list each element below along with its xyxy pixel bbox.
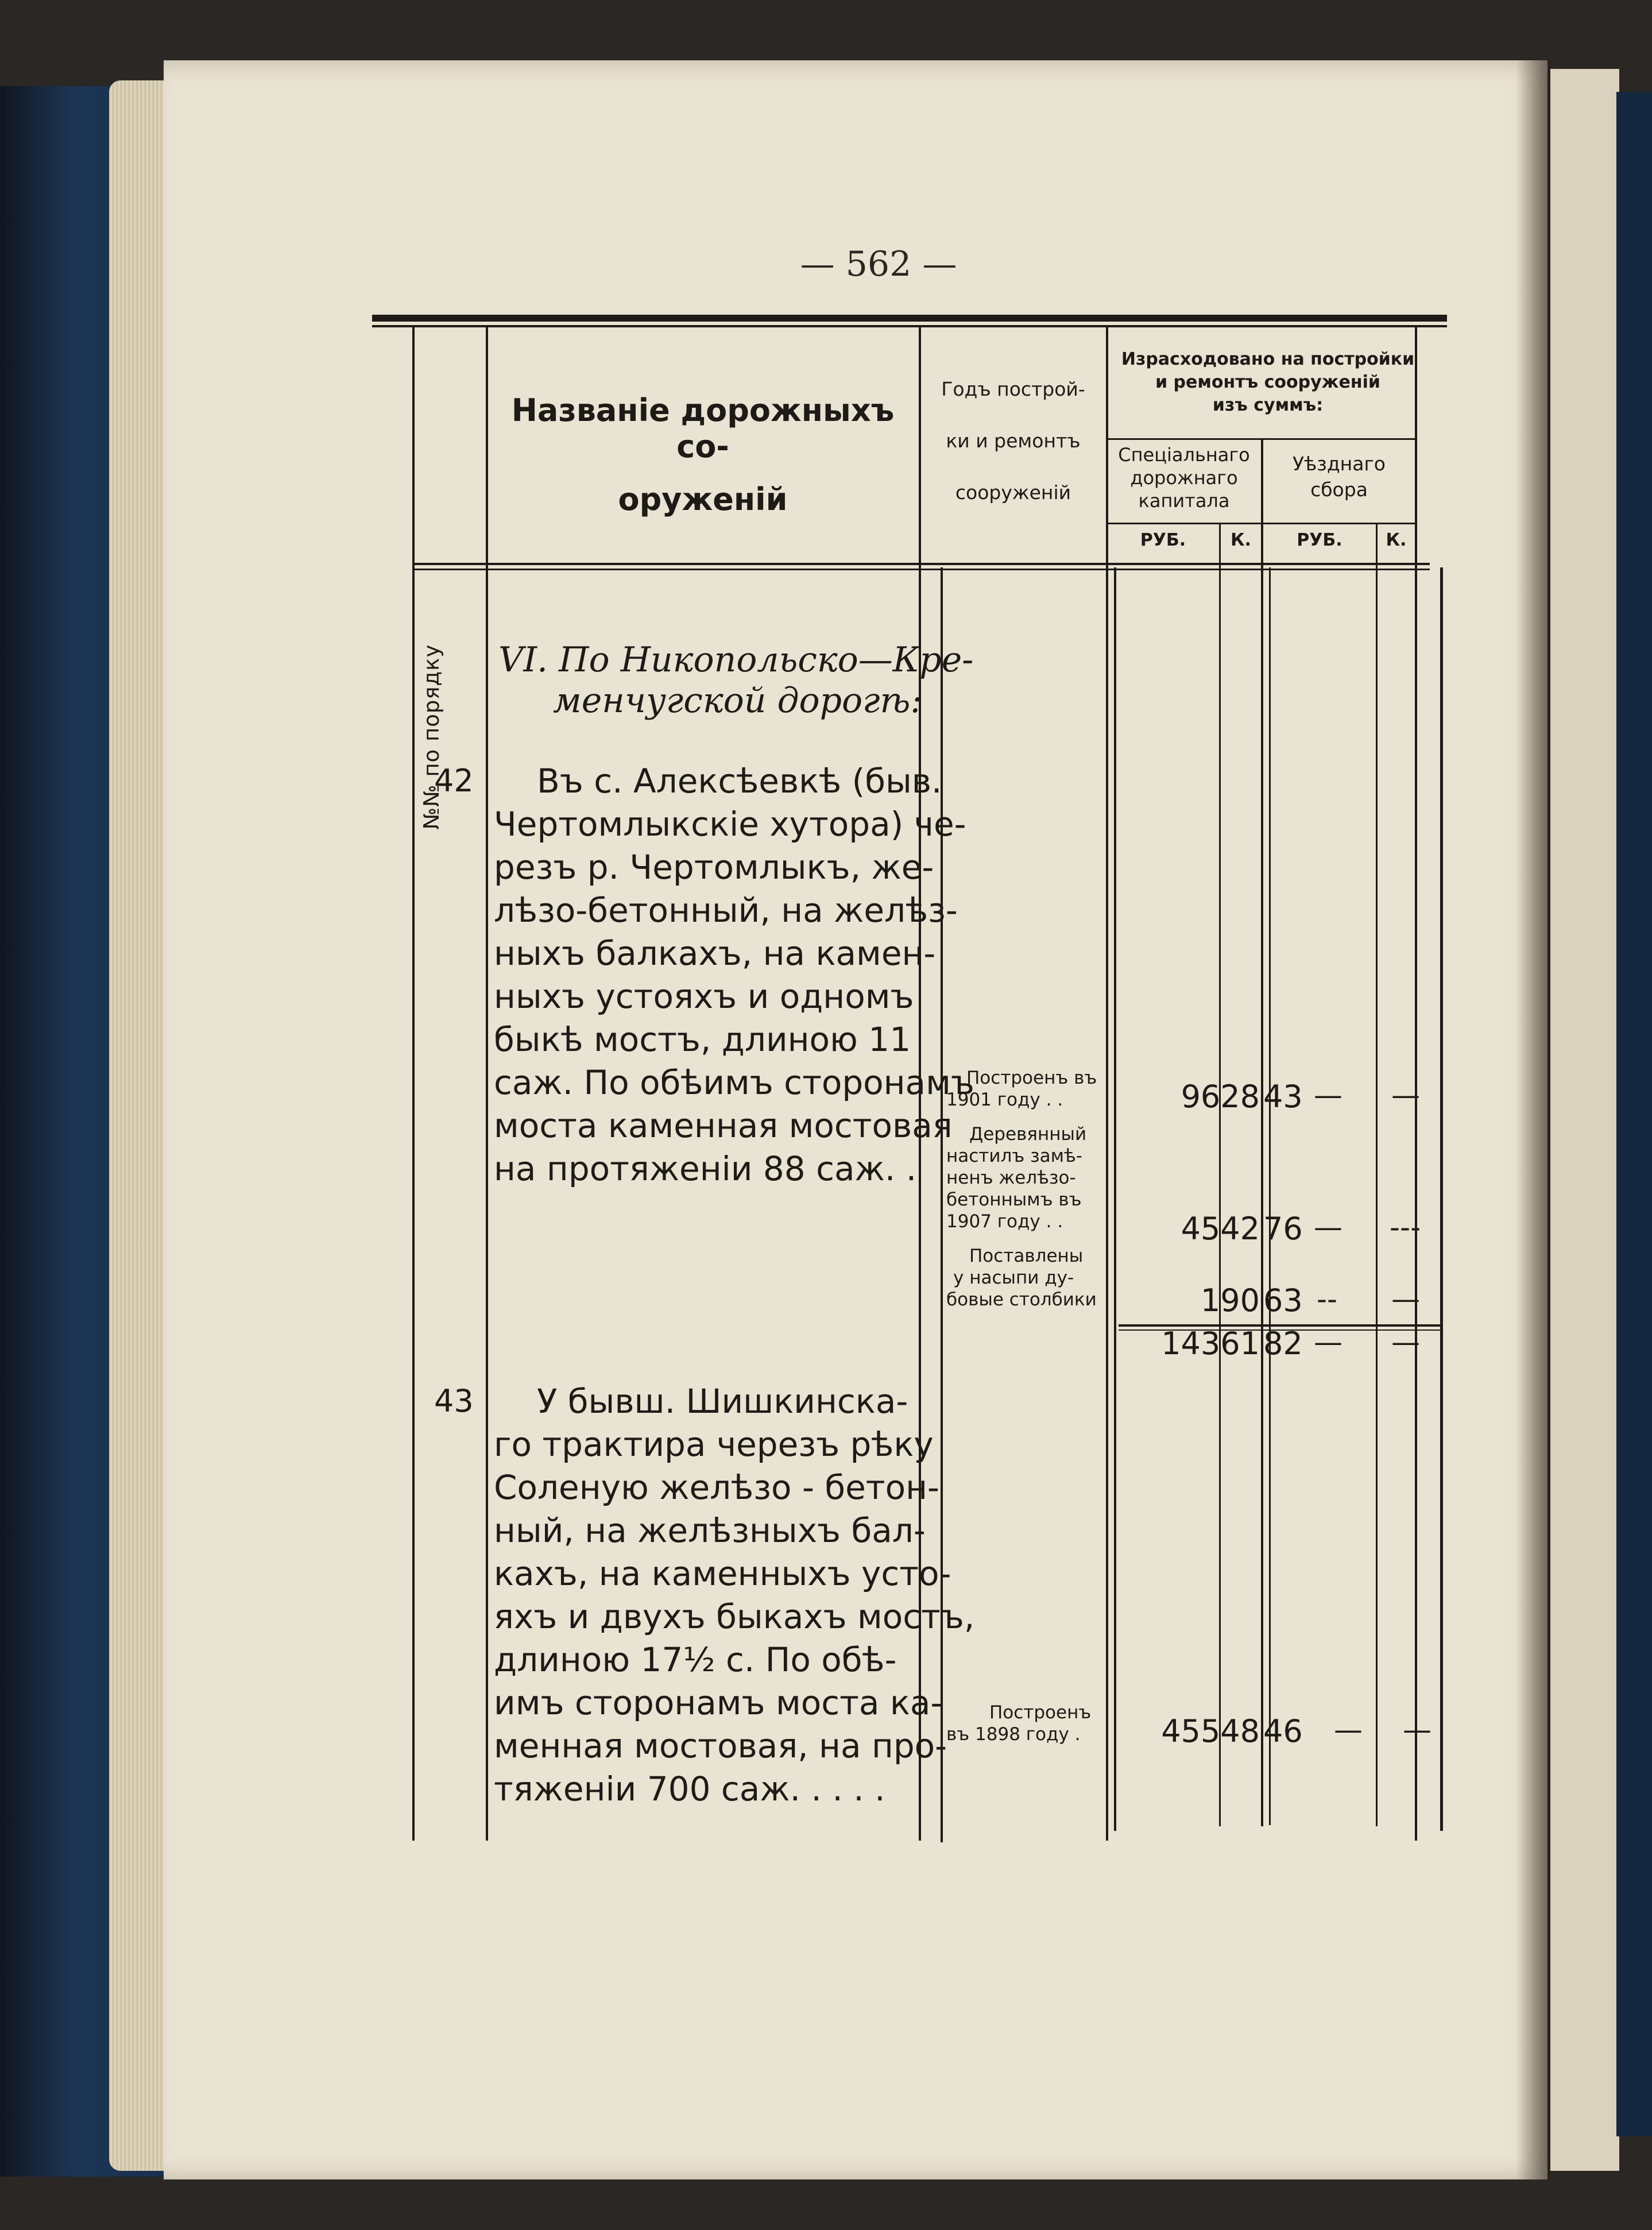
col-line-no <box>486 327 488 1841</box>
row-43-rub-1: 45548 <box>1161 1713 1260 1749</box>
header-special-line1: Спецiальнаго <box>1118 444 1250 466</box>
header-year-line1: Годъ построй- <box>941 378 1085 400</box>
section-title-line1: VI. По Никопольско—Кре- <box>498 640 974 680</box>
row-42-rub-2: 4542 <box>1181 1211 1260 1247</box>
row-42-name-line: Въ с. Алексѣевкѣ (быв. <box>537 762 942 801</box>
year-line: у насыпи ду- <box>953 1267 1074 1288</box>
row-43-name-line: Соленую желѣзо - бетон- <box>494 1468 939 1507</box>
row-43-name-line: У бывш. Шишкинска- <box>537 1382 908 1421</box>
row-43-name-line: тяженiи 700 саж. . . . . <box>494 1769 885 1808</box>
header-spent-line2: и ремонтъ сооруженiй <box>1155 372 1380 392</box>
row-43-name-line: имъ сторонамъ моста ка- <box>494 1683 943 1722</box>
section-title-line2: менчугской дорогѣ: <box>553 681 922 721</box>
row-42-kop-3: 63 <box>1263 1282 1303 1319</box>
col-line-year-2 <box>1114 567 1116 1831</box>
road-structures-table <box>372 315 1447 1845</box>
header-spent-line1: Израсходовано на постройки <box>1121 349 1415 369</box>
row-42-district-kop-1: — <box>1391 1079 1420 1112</box>
year-line: настилъ замѣ- <box>946 1146 1082 1166</box>
col-line-kop1-2 <box>1269 567 1271 1825</box>
top-rule-thick <box>372 315 1447 322</box>
header-name-line2: оруженiй <box>618 481 788 517</box>
header-rub-district: РУБ. <box>1297 530 1343 550</box>
page-gutter-shadow <box>1516 60 1550 2179</box>
facing-page <box>1550 69 1619 2171</box>
row-42-name-line: лѣзо-бетонный, на желѣз- <box>494 891 958 930</box>
row-42-name-line: резъ р. Чертомлыкъ, же- <box>494 848 934 887</box>
row-42-district-kop-2: --- <box>1390 1211 1421 1244</box>
row-43-district-kop-1: — <box>1403 1713 1432 1746</box>
row-42-name-line: Чертомлыкскiе хутора) че- <box>494 805 966 844</box>
row-42-year-3 <box>946 1245 1097 1311</box>
page-number: — 562 — <box>800 244 957 284</box>
row-43-year-1 <box>946 1702 1091 1745</box>
col-line-kop1 <box>1261 438 1263 1826</box>
row-43-name-line: ный, на желѣзныхъ бал- <box>494 1511 926 1550</box>
year-line: Поставлены <box>969 1246 1084 1266</box>
header-year-line2: ки и ремонтъ <box>946 430 1081 452</box>
header-kop-district: К. <box>1386 530 1407 550</box>
col-line-left <box>412 327 415 1841</box>
col-line-rub1 <box>1219 523 1221 1826</box>
row-42-rub-1: 9628 <box>1181 1079 1260 1115</box>
header-spent-line3: изъ суммъ: <box>1212 395 1324 415</box>
row-42-number: 42 <box>434 763 474 799</box>
header-district-line1: Уѣзднаго <box>1293 453 1386 475</box>
header-district-line2: сбора <box>1310 478 1368 501</box>
row-42-total-rub: 14361 <box>1161 1325 1260 1362</box>
year-line: бетоннымъ въ <box>946 1189 1082 1210</box>
row-42-name-line: ныхъ устояхъ и одномъ <box>494 977 914 1016</box>
year-line: Построенъ <box>989 1702 1092 1723</box>
row-42-district-rub-1: — <box>1314 1079 1343 1112</box>
row-42-kop-2: 76 <box>1263 1211 1303 1247</box>
row-43-name-line: го трактира черезъ рѣку <box>494 1425 934 1464</box>
year-line: бовые столбики <box>946 1289 1097 1310</box>
row-43-name-line: менная мостовая, на про- <box>494 1726 947 1765</box>
row-42-district-rub-2: — <box>1314 1211 1343 1244</box>
row-43-district-rub-1: — <box>1334 1713 1363 1746</box>
year-line: Деревянный <box>969 1124 1087 1145</box>
row-42-district-kop-3: — <box>1391 1282 1420 1316</box>
row-42-name-line: моста каменная мостовая <box>494 1106 953 1145</box>
row-43-name-line: яхъ и двухъ быкахъ мостъ, <box>494 1597 975 1636</box>
row-42-total-district-rub: — <box>1314 1325 1343 1359</box>
row-42-year-1 <box>946 1067 1097 1111</box>
row-42-name <box>494 760 974 1191</box>
year-line: въ 1898 году . <box>946 1724 1081 1745</box>
row-42-district-rub-3: -- <box>1317 1282 1338 1316</box>
row-42-total-district-kop: — <box>1391 1325 1420 1359</box>
header-bottom-rule-2 <box>412 569 1430 570</box>
header-special-line3: капитала <box>1138 490 1230 512</box>
year-line: 1901 году . . <box>946 1089 1063 1110</box>
header-name-line1: Названiе дорожныхъ со- <box>511 392 895 465</box>
row-43-name-line: длиною 17½ с. По обѣ- <box>494 1640 897 1679</box>
row-42-total-kop: 82 <box>1263 1325 1303 1362</box>
row-43-kop-1: 46 <box>1263 1713 1303 1749</box>
header-year-line3: сооруженiй <box>955 481 1071 504</box>
col-line-rub2 <box>1376 523 1378 1826</box>
top-rule-thin <box>372 325 1447 327</box>
row-42-rub-3: 190 <box>1200 1282 1260 1319</box>
header-special-line2: дорожнаго <box>1130 467 1238 489</box>
header-number-column: №№ по порядку <box>419 644 444 830</box>
book-cover-right <box>1616 92 1652 2136</box>
row-43-name-line: кахъ, на каменныхъ усто- <box>494 1554 951 1593</box>
row-42-name-line: быкѣ мостъ, длиною 11 <box>494 1020 911 1059</box>
col-line-year <box>1106 327 1108 1841</box>
header-bottom-rule <box>412 563 1430 565</box>
row-42-name-line: ныхъ балкахъ, на камен- <box>494 934 936 973</box>
header-rub-special: РУБ. <box>1140 530 1186 550</box>
row-42-name-line: саж. По обѣимъ сторонамъ <box>494 1063 974 1102</box>
row-42-year-2 <box>946 1123 1086 1232</box>
year-line: 1907 году . . <box>946 1211 1063 1232</box>
col-line-right-2 <box>1440 567 1443 1831</box>
row-43-number: 43 <box>434 1383 474 1419</box>
header-kop-special: К. <box>1231 530 1251 550</box>
row-43-name <box>494 1380 974 1811</box>
row-42-name-line: на протяженiи 88 саж. . <box>494 1149 917 1188</box>
year-line: Построенъ въ <box>966 1068 1097 1088</box>
row-42-kop-1: 43 <box>1263 1079 1303 1115</box>
year-line: ненъ желѣзо- <box>946 1168 1076 1188</box>
